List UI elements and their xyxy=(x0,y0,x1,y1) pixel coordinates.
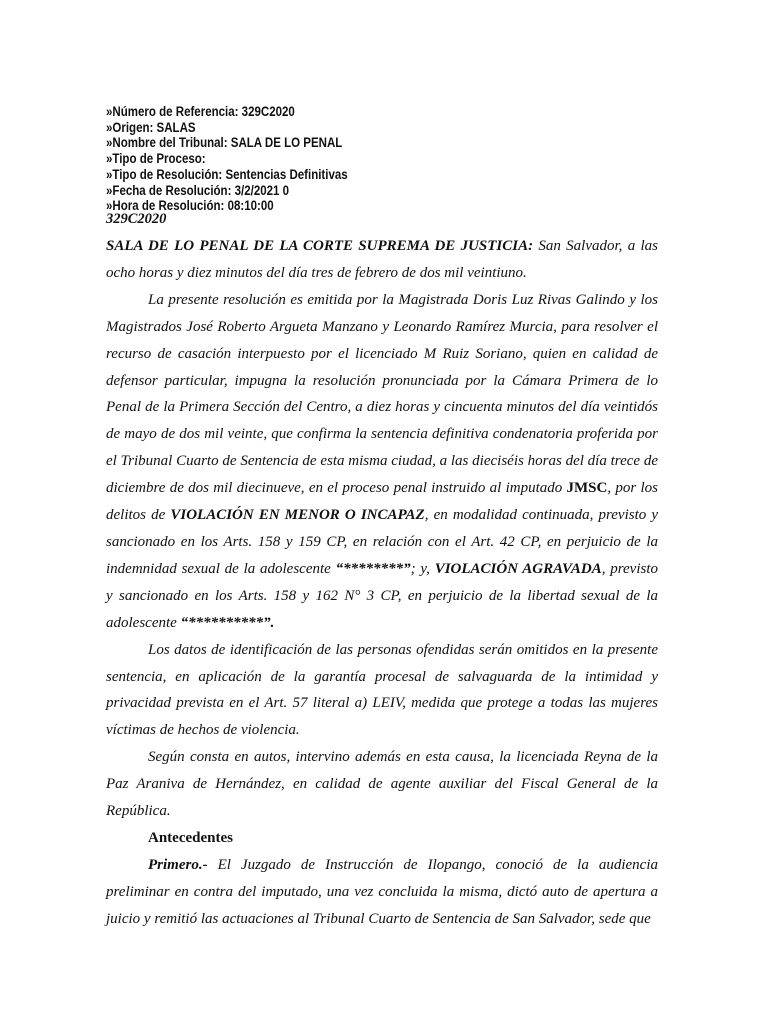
crime-1: VIOLACIÓN EN MENOR O INCAPAZ xyxy=(170,507,425,524)
metadata-origin: »Origen: SALAS xyxy=(106,119,196,135)
magistrates-text: La presente resolución es emitida por la Magistrada Doris Luz Rivas Galindo y los Magistrados José Roberto Argueta Manzano y Leonardo Ramírez Murcia, para resolver el recurso de casación interpuesto por el licenciado M Ruiz Soriano, quien en calidad de defensor particular, impugna la resolución pronunciada por la Cámara Primera de lo Penal de la Primera Sección del Centro, a diez horas y cincuenta minutos del día veintidós de mayo de dos mil veinte, que confirma la sentencia definitiva condenatoria proferida por el Tribunal Cuarto de Sentencia de esta misma ciudad, a las dieciséis horas del día trece de diciembre de dos mil diecinueve, en el proceso penal instruido al imputado xyxy=(106,291,658,497)
victim-2: “**********”. xyxy=(180,614,275,631)
document-body xyxy=(106,233,658,933)
crimes-text-1: , por los delitos de xyxy=(106,480,659,524)
primero-label: Primero.- xyxy=(148,856,208,873)
crimes-text-3: ; y, xyxy=(410,560,435,577)
metadata-court-name: »Nombre del Tribunal: SALA DE LO PENAL xyxy=(106,135,343,151)
victim-1: “********” xyxy=(335,560,411,577)
paragraph-privacy: Los datos de identificación de las personas ofendidas serán omitidos en la presente sentencia, en aplicación de la garantía procesal de salvaguarda de la intimidad y privacidad prevista en el Art. 57 literal a) LEIV, medida que protege a todas las mujeres víctimas de hechos de violencia. xyxy=(106,641,658,739)
primero-text: El Juzgado de Instrucción de Ilopango, conoció de la audiencia preliminar en contra del imputado, una vez concluida la misma, dictó auto de apertura a juicio y remitió las actuaciones al Tribunal Cuarto de Sentencia de San Salvador, sede que xyxy=(106,856,658,927)
metadata-block xyxy=(106,104,622,214)
paragraph-fiscal: Según consta en autos, intervino además en esta causa, la licenciada Reyna de la Paz Araniva de Hernández, en calidad de agente auxiliar del Fiscal General de la República. xyxy=(106,749,658,820)
section-heading-antecedentes: Antecedentes xyxy=(148,829,233,846)
imputado-name: JMSC xyxy=(566,480,608,497)
metadata-resolution-date: »Fecha de Resolución: 3/2/2021 0 xyxy=(106,182,290,198)
paragraph-primero xyxy=(106,852,658,933)
reference-code: 329C2020 xyxy=(106,211,167,227)
court-heading: SALA DE LO PENAL DE LA CORTE SUPREMA DE JUSTICIA: xyxy=(106,238,534,254)
metadata-reference: »Número de Referencia: 329C2020 xyxy=(106,104,295,119)
opening-text: San Salvador, a las ocho horas y diez minutos del día tres de febrero de dos mil veintiuno. xyxy=(106,238,658,281)
metadata-resolution-type: »Tipo de Resolución: Sentencias Definitivas xyxy=(106,166,348,182)
crimes-text-2: , en modalidad continuada, previsto y sancionado en los Arts. 158 y 159 CP, en relación con el Art. 42 CP, en perjuicio de la indemnidad sexual de la adolescente xyxy=(106,507,659,577)
opening-paragraph xyxy=(106,233,658,287)
crimes-text-4: , previsto y sancionado en los Arts. 158 y 162 N° 3 CP, en perjuicio de la libertad sexual de la adolescente xyxy=(106,560,658,631)
metadata-resolution-time: »Hora de Resolución: 08:10:00 xyxy=(106,198,274,214)
paragraph-magistrates xyxy=(106,287,658,637)
crime-2: VIOLACIÓN AGRAVADA xyxy=(434,560,602,577)
metadata-process-type: »Tipo de Proceso: xyxy=(106,151,206,167)
